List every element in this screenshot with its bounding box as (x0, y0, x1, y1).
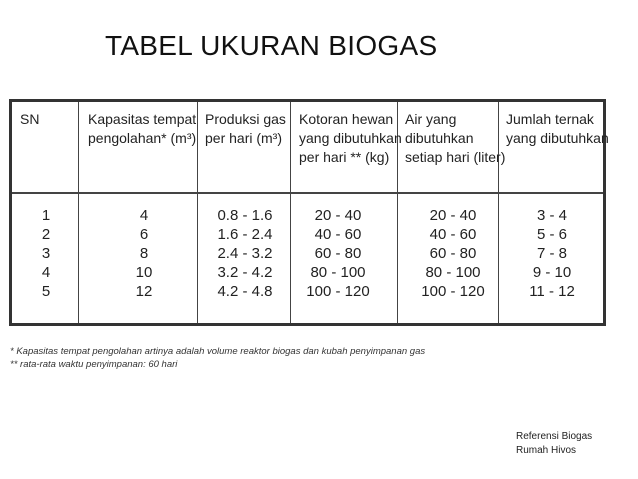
column-capacity (124, 206, 164, 301)
table-cell: 20 - 40 (429, 207, 477, 224)
header-line: setiap hari (liter) (405, 149, 506, 165)
header-line: SN (20, 111, 40, 127)
table-cell: 0.8 - 1.6 (217, 207, 273, 224)
table-cell: 11 - 12 (529, 283, 575, 300)
reference-line: Referensi Biogas (516, 431, 593, 442)
table-cell: 8 (139, 245, 149, 262)
column-sn (36, 206, 56, 301)
header-sn (20, 110, 39, 129)
table-cell: 80 - 100 (425, 264, 481, 281)
table-cell: 60 - 80 (429, 245, 477, 262)
table-cell: 20 - 40 (314, 207, 362, 224)
header-manure-needed (299, 110, 402, 167)
column-divider (197, 102, 198, 323)
reference-line: Rumah Hivos (516, 445, 577, 456)
table-cell: 2 (41, 226, 51, 243)
column-water-needed (415, 206, 491, 301)
table-cell: 3.2 - 4.2 (217, 264, 273, 281)
table-cell: 80 - 100 (310, 264, 366, 281)
header-livestock-needed (506, 110, 609, 148)
header-water-needed (405, 110, 505, 167)
table-cell: 60 - 80 (314, 245, 362, 262)
header-line: yang dibutuhkan (299, 130, 402, 146)
table-cell: 9 - 10 (532, 264, 572, 281)
header-line: Produksi gas (205, 111, 286, 127)
table-cell: 6 (139, 226, 149, 243)
table-cell: 100 - 120 (306, 283, 370, 300)
column-divider (78, 102, 79, 323)
table-cell: 4 (139, 207, 149, 224)
header-capacity (88, 110, 196, 148)
table-cell: 12 (135, 283, 153, 300)
table-cell: 1.6 - 2.4 (217, 226, 273, 243)
footnote: ** rata-rata waktu penyimpanan: 60 hari (10, 359, 178, 370)
header-divider (12, 192, 603, 194)
table-cell: 5 - 6 (536, 226, 567, 243)
header-line: dibutuhkan (405, 130, 474, 146)
table-cell: 3 - 4 (536, 207, 567, 224)
column-gas-production (208, 206, 282, 301)
column-livestock-needed (524, 206, 580, 301)
reference-note (516, 430, 592, 458)
table-cell: 1 (41, 207, 51, 224)
table-cell: 2.4 - 3.2 (217, 245, 273, 262)
header-line: Kotoran hewan (299, 111, 394, 127)
header-line: Jumlah ternak (506, 111, 594, 127)
table-cell: 4 (41, 264, 51, 281)
header-line: pengolahan* (m³) (88, 130, 197, 146)
header-gas-production (205, 110, 286, 148)
header-line: yang dibutuhkan (506, 130, 609, 146)
table-cell: 5 (41, 283, 51, 300)
table-footnotes (10, 345, 425, 371)
header-line: per hari ** (kg) (299, 149, 390, 165)
biogas-size-table (9, 99, 609, 326)
table-cell: 10 (135, 264, 153, 281)
table-cell: 40 - 60 (429, 226, 477, 243)
header-line: Kapasitas tempat (88, 111, 197, 127)
column-manure-needed (300, 206, 376, 301)
slide-title: TABEL UKURAN BIOGAS (105, 30, 438, 61)
header-line: per hari (m³) (205, 130, 283, 146)
footnote: * Kapasitas tempat pengolahan artinya adalah volume reaktor biogas dan kubah penyimpanan gas (10, 346, 426, 357)
table-cell: 7 - 8 (536, 245, 567, 262)
column-divider (290, 102, 291, 323)
header-line: Air yang (405, 111, 457, 127)
table-cell: 4.2 - 4.8 (217, 283, 273, 300)
table-cell: 100 - 120 (421, 283, 485, 300)
table-cell: 40 - 60 (314, 226, 362, 243)
table-cell: 3 (41, 245, 51, 262)
